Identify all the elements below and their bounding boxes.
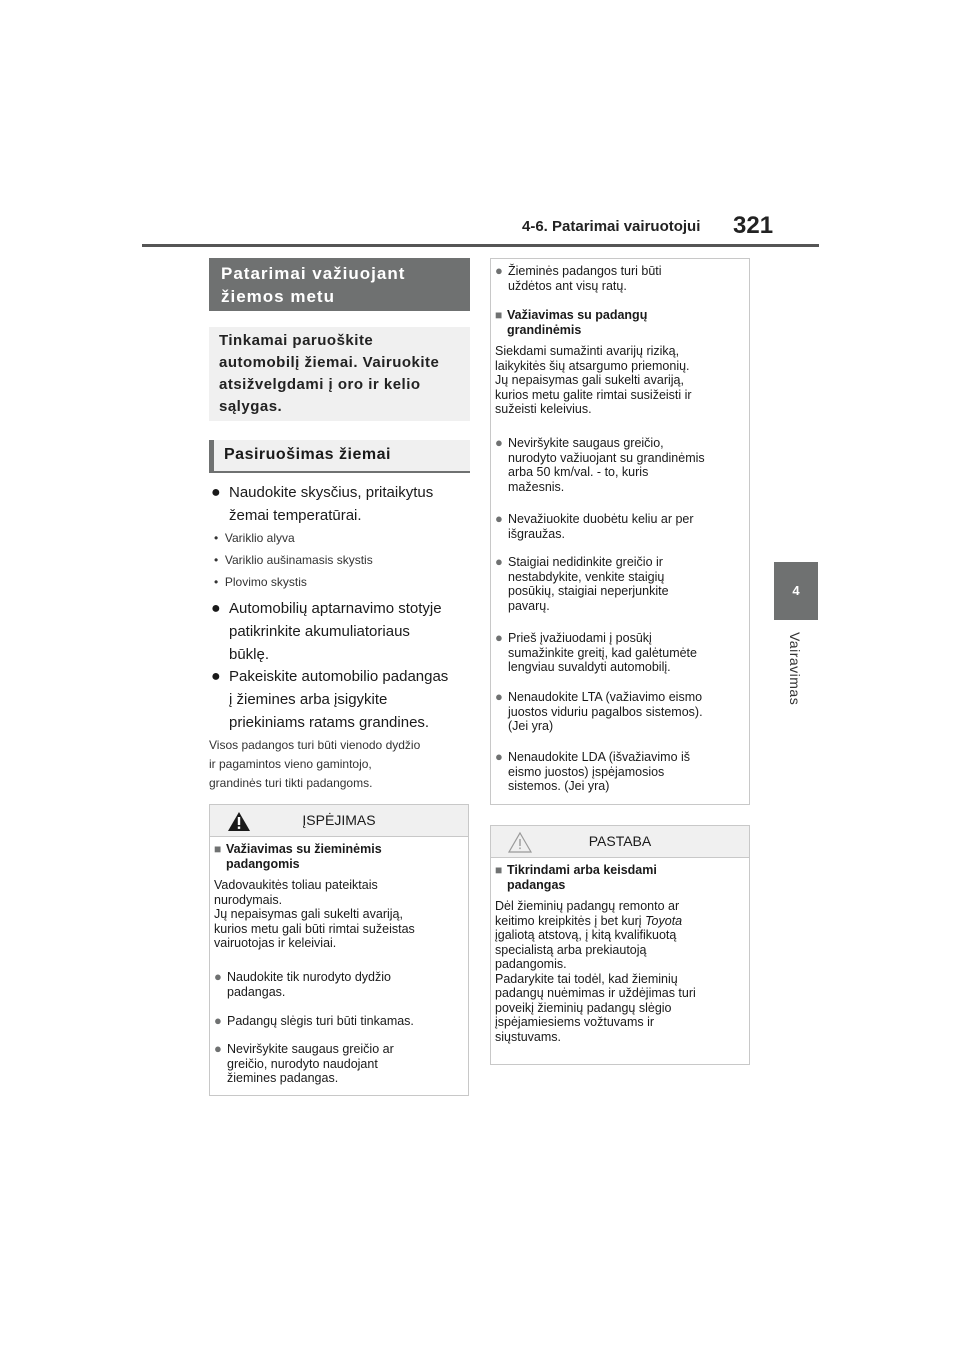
warning-panel: [209, 804, 469, 1096]
circle-bullet-icon: ●: [495, 554, 503, 569]
chapter-tab: 4: [774, 562, 818, 620]
warning-item: ● Žieminės padangos turi būti uždėtos ant visų ratų.: [495, 263, 662, 293]
warning-item: ● Nenaudokite LTA (važiavimo eismo juostos viduriu pagalbos sistemos). (Jei yra): [495, 689, 703, 733]
tire-note: [209, 736, 471, 793]
bullet-dot-icon: ●: [211, 600, 221, 617]
bullet-line: priekiniams ratams grandines.: [229, 714, 430, 731]
bullet-line: žemai temperatūrai.: [229, 507, 362, 524]
warning-item: ● Nevažiuokite duobėtu keliu ar per išgraužas.: [495, 511, 694, 541]
bullet-fluids: [211, 481, 469, 527]
note-line: grandinės turi tikti padangoms.: [209, 776, 373, 790]
bullet-line: patikrinkite akumuliatoriaus: [229, 623, 410, 640]
bullet-line: Automobilių aptarnavimo stotyje: [229, 600, 442, 617]
warning-item: ● Naudokite tik nurodyto dydžio padangas.: [214, 969, 391, 999]
intro-line: sąlygas.: [219, 398, 283, 415]
notice-subheading: ■ Tikrindami arba keisdami padangas: [495, 863, 657, 892]
notice-header: [491, 826, 749, 858]
notice-heading: PASTABA: [588, 833, 652, 849]
chains-subheading: ■ Važiavimas su padangų grandinėmis: [495, 308, 648, 337]
warning-header: [210, 805, 468, 837]
intro-line: automobilį žiemai. Vairuokite: [219, 354, 440, 371]
main-title-line: Patarimai važiuojant: [221, 264, 406, 283]
note-line: ir pagamintos vieno gamintojo,: [209, 757, 372, 771]
main-title-line: žiemos metu: [221, 287, 335, 306]
notice-triangle-icon: [506, 826, 534, 857]
circle-bullet-icon: ●: [495, 511, 503, 526]
sub-item: • Variklio alyva: [214, 531, 295, 545]
intro-box: [209, 327, 470, 421]
subheading-line: Važiavimas su žieminėmis: [226, 842, 382, 856]
warning-triangle-icon: [225, 805, 253, 836]
intro-line: atsižvelgdami į oro ir kelio: [219, 376, 421, 393]
bullet-line: Naudokite skysčius, pritaikytus: [229, 484, 434, 501]
warning-subheading: [210, 842, 468, 871]
warning-item: ● Neviršykite saugaus greičio, nurodyto važiuojant su grandinėmis arba 50 km/val. - to, kuris mažesnis.: [495, 435, 705, 494]
warning-item: ● Neviršykite saugaus greičio ar greičio, nurodyto naudojant žiemines padangas.: [214, 1041, 394, 1085]
square-bullet-icon: ■: [214, 842, 222, 856]
warning-continued-panel: [490, 258, 750, 805]
main-title: [209, 258, 470, 311]
chapter-label: Vairavimas: [787, 632, 803, 706]
circle-bullet-icon: ●: [214, 1041, 222, 1056]
sub-item: • Variklio aušinamasis skystis: [214, 553, 373, 567]
brand-name: Toyota: [645, 913, 683, 928]
warning-item: ● Padangų slėgis turi būti tinkamas.: [214, 1013, 414, 1028]
warning-item: ● Nenaudokite LDA (išvažiavimo iš eismo juostos) įspėjamosios sistemos. (Jei yra): [495, 749, 691, 793]
warning-body: Vadovaukitės toliau pateiktais nurodymais. Jų nepaisymas gali sukelti avariją, kurios metu gali būti rimtai sužeistas vairuotojas ir keleiviai.: [214, 878, 415, 950]
intro-line: Tinkamai paruoškite: [219, 332, 374, 349]
bullet-line: būklę.: [229, 646, 270, 663]
bullet-line: Pakeiskite automobilio padangas: [229, 668, 449, 685]
header-rule: [142, 244, 819, 247]
circle-bullet-icon: ●: [214, 1013, 222, 1028]
chains-body: Siekdami sumažinti avarijų riziką, laikykitės šių atsargumo priemonių. Jų nepaisymas gali sukelti avariją, kurios metu galite rimtai susižeisti ir sužeisti keleivius.: [495, 344, 692, 416]
notice-body: Dėl žieminių padangų remonto ar keitimo kreipkitės į bet kurį Toyota įgaliotą atstovą, į kitą kvalifikuotą specialistą arba prekiautoją padangomis. Padarykite tai todėl, kad žieminių padangų nuėmimas ir uždėjimas turi poveikį žieminių padangų slėgio įspėjamiesiems vožtuvams ir siųstuvams.: [495, 899, 696, 1044]
circle-bullet-icon: ●: [495, 749, 503, 764]
warning-item: ● Prieš įvažiuodami į posūkį sumažinkite greitį, kad galėtumėte lengviau suvaldyti automobilį.: [495, 630, 697, 674]
warning-heading: ĮSPĖJIMAS: [302, 812, 376, 828]
bullet-line: į žiemines arba įsigykite: [229, 691, 388, 708]
section-title: 4-6. Patarimai vairuotojui: [522, 218, 701, 235]
circle-bullet-icon: ●: [495, 435, 503, 450]
subheading-line: padangomis: [226, 856, 300, 871]
circle-bullet-icon: ●: [495, 630, 503, 645]
bullet-dot-icon: ●: [211, 668, 221, 685]
warning-item: ● Staigiai nedidinkite greičio ir nestabdykite, venkite staigių posūkių, staigiai neperjunkite pavarų.: [495, 554, 669, 613]
square-bullet-icon: ■: [495, 863, 503, 877]
bullet-dot-icon: ●: [211, 484, 221, 501]
subsection-title: Pasiruošimas žiemai: [209, 440, 470, 473]
bullet-battery: [211, 597, 469, 666]
notice-panel: [490, 825, 750, 1065]
page-number: 321: [733, 212, 774, 239]
square-bullet-icon: ■: [495, 308, 503, 322]
sub-item: • Plovimo skystis: [214, 575, 307, 589]
note-line: Visos padangos turi būti vienodo dydžio: [209, 738, 421, 752]
circle-bullet-icon: ●: [495, 689, 503, 704]
circle-bullet-icon: ●: [495, 263, 503, 278]
bullet-tires: [211, 665, 469, 734]
circle-bullet-icon: ●: [214, 969, 222, 984]
